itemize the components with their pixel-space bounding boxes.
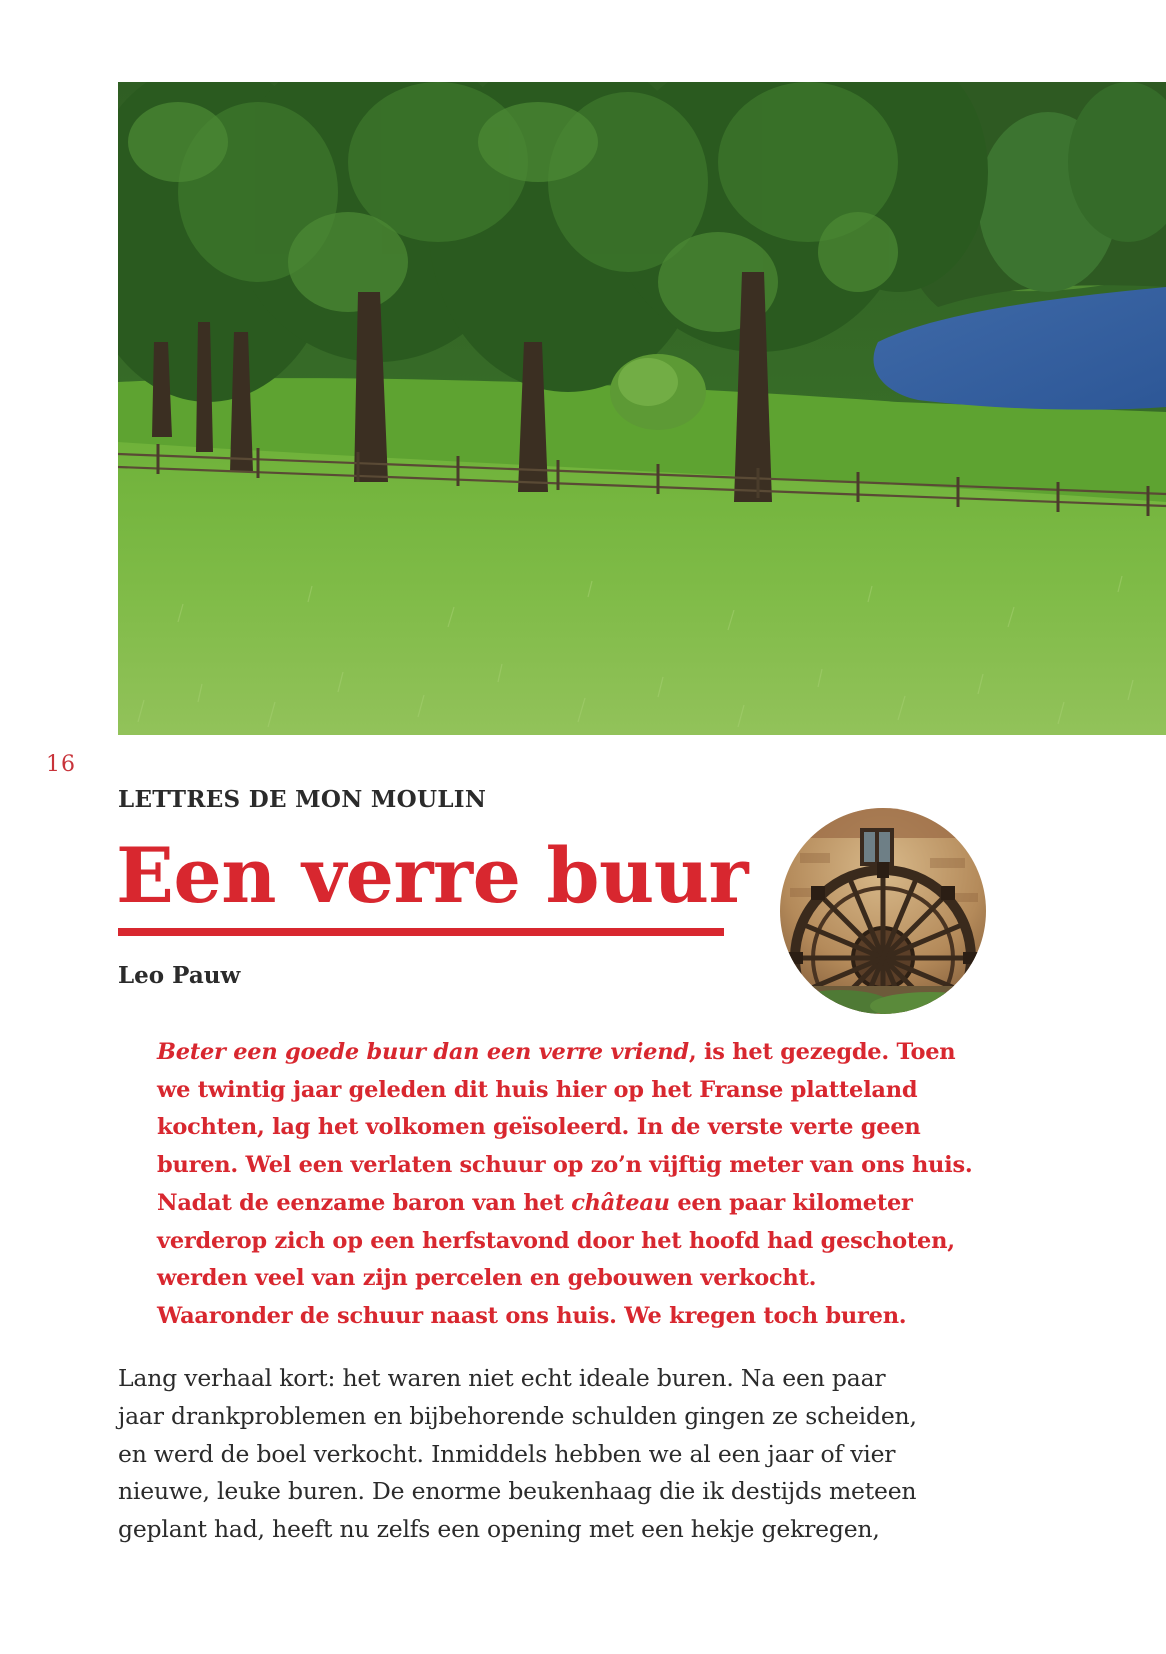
lead-line: verderop zich op een herfstavond door het hoofd had geschoten, [157, 1227, 955, 1254]
body-line: nieuwe, leuke buren. De enorme beukenhaag die ik destijds meteen [118, 1477, 917, 1506]
lead-line: Waaronder de schuur naast ons huis. We kregen toch buren. [157, 1302, 907, 1329]
watermill-photo [780, 808, 986, 1014]
lead-line: werden veel van zijn percelen en gebouwen verkocht. [157, 1265, 817, 1292]
lead-line-text: Nadat de eenzame baron van het [157, 1189, 572, 1216]
body-line: jaar drankproblemen en bijbehorende schulden gingen ze scheiden, [118, 1401, 917, 1430]
lead-line-text: , is het gezegde. Toen [688, 1039, 956, 1065]
lead-line-text: een paar kilometer [669, 1189, 913, 1216]
section-label: LETTRES DE MON MOULIN [118, 786, 487, 813]
body-line: geplant had, heeft nu zelfs een opening met een hekje gekregen, [118, 1515, 880, 1544]
title-underline [118, 928, 724, 936]
body-line: Lang verhaal kort: het waren niet echt ideale buren. Na een paar [118, 1364, 886, 1392]
lead-paragraph [157, 1034, 1017, 1336]
body-line: en werd de boel verkocht. Inmiddels hebben we al een jaar of vier [118, 1439, 896, 1468]
article-title: Een verre buur [116, 831, 749, 920]
landscape-photo [118, 82, 1166, 735]
lead-line [157, 1185, 1017, 1223]
lead-chateau: château [571, 1189, 670, 1216]
author-byline: Leo Pauw [118, 962, 241, 989]
body-paragraph [118, 1360, 1018, 1549]
lead-line: buren. Wel een verlaten schuur op zo’n vijftig meter van ons huis. [157, 1152, 973, 1179]
lead-line [157, 1034, 1017, 1072]
lead-line: kochten, lag het volkomen geïsoleerd. In de verste verte geen [157, 1114, 921, 1141]
page-number: 16 [46, 752, 76, 777]
lead-quote: Beter een goede buur dan een verre vriend [157, 1039, 689, 1065]
lead-line: we twintig jaar geleden dit huis hier op het Franse platteland [157, 1076, 918, 1103]
